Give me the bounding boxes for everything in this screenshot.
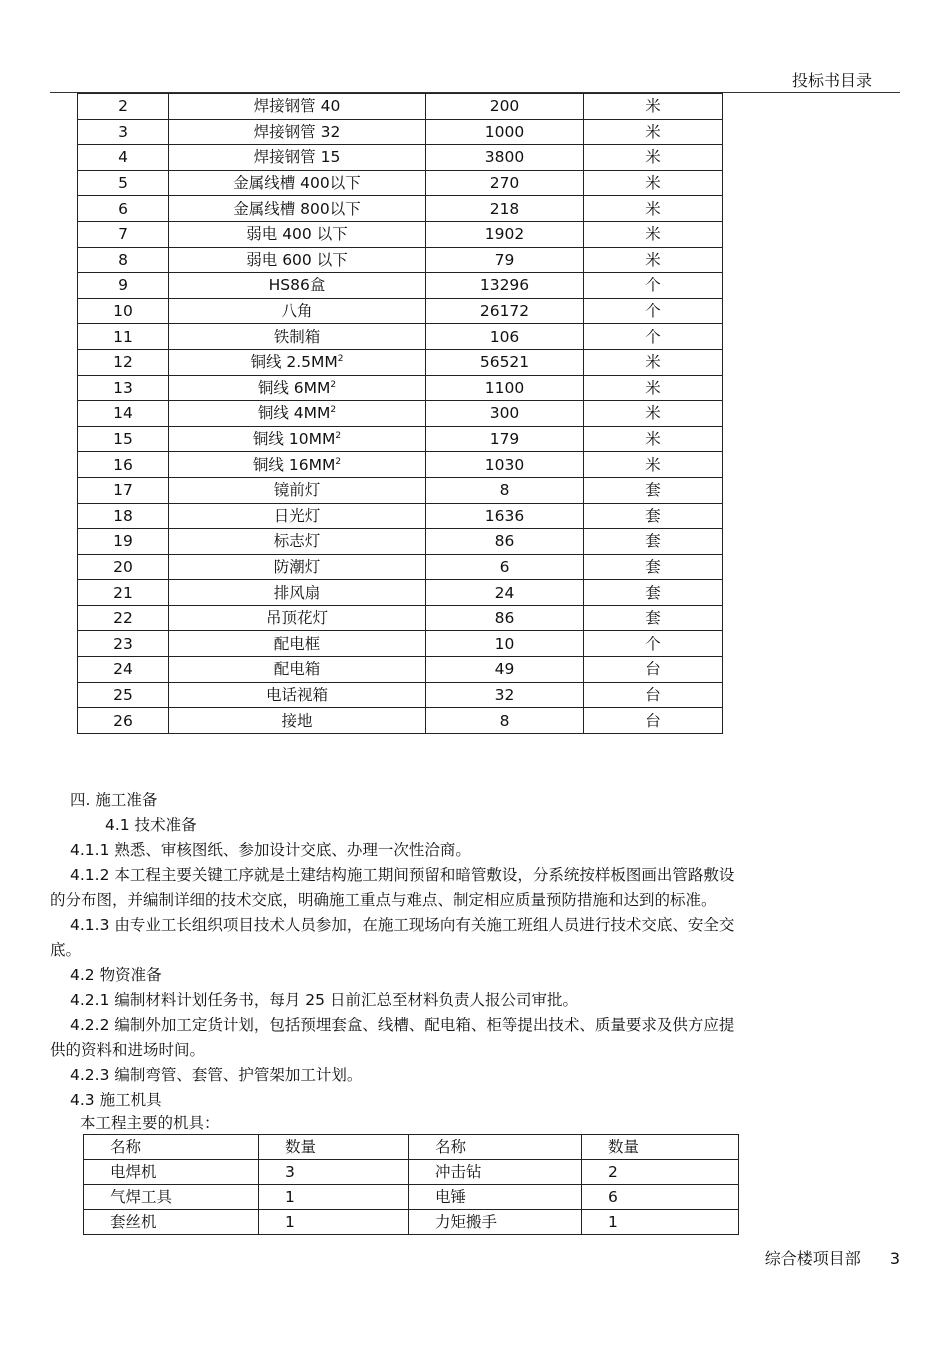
- table-row: [78, 145, 723, 171]
- superscript: 2: [330, 379, 337, 390]
- paragraph-4-1-2-line2: 的分布图，并编制详细的技术交底，明确施工重点与难点、制定相应质量预防措施和达到的标准。: [50, 891, 717, 909]
- row-number: 8: [118, 250, 128, 269]
- row-number: 26: [113, 711, 133, 730]
- unit: 套: [645, 532, 661, 551]
- row-number-cell: [78, 580, 169, 606]
- machine-name: 电锤: [409, 1185, 582, 1210]
- item-name: 标志灯: [273, 532, 321, 551]
- table-row: [78, 401, 723, 427]
- unit-cell: [584, 529, 723, 555]
- section-heading-4-2: 4.2 物资准备: [70, 966, 162, 984]
- quantity-cell: [426, 657, 584, 683]
- item-name-cell: [169, 145, 426, 171]
- table-row: [78, 273, 723, 299]
- quantity-cell: [426, 196, 584, 222]
- table-row: [78, 119, 723, 145]
- item-name: 防潮灯: [273, 557, 321, 576]
- table-row: [78, 247, 723, 273]
- row-number-cell: [78, 375, 169, 401]
- unit: 套: [645, 583, 661, 602]
- table-row: [78, 580, 723, 606]
- quantity: 270: [489, 174, 520, 193]
- unit-cell: [584, 324, 723, 350]
- unit-cell: [584, 554, 723, 580]
- table-row: [78, 196, 723, 222]
- paragraph-4-1-1: 4.1.1 熟悉、审核图纸、参加设计交底、办理一次性洽商。: [70, 841, 471, 859]
- quantity: 1100: [484, 378, 525, 397]
- item-name-cell: [169, 324, 426, 350]
- row-number: 16: [113, 455, 133, 474]
- item-name: 金属线槽 400以下: [233, 174, 361, 193]
- unit: 米: [645, 225, 661, 244]
- item-name-cell: [169, 349, 426, 375]
- paragraph-4-1-3-line1: 4.1.3 由专业工长组织项目技术人员参加，在施工现场向有关施工班组人员进行技术交底、安全交: [70, 916, 735, 934]
- quantity: 1030: [484, 455, 525, 474]
- quantity-cell: [426, 324, 584, 350]
- machine-count: 3: [259, 1160, 409, 1185]
- item-name: 铜线 6MM: [257, 378, 331, 397]
- quantity-cell: [426, 529, 584, 555]
- superscript: 2: [330, 405, 337, 416]
- unit: 米: [645, 353, 661, 372]
- item-name: 日光灯: [273, 506, 321, 525]
- section-heading-4: 四. 施工准备: [70, 791, 158, 809]
- quantity-cell: [426, 605, 584, 631]
- item-name: 弱电 600 以下: [246, 250, 348, 269]
- unit-cell: [584, 631, 723, 657]
- table-row: [78, 529, 723, 555]
- quantity-cell: [426, 247, 584, 273]
- unit: 套: [645, 506, 661, 525]
- unit: 米: [645, 148, 661, 167]
- quantity: 1636: [484, 506, 525, 525]
- machine-name: 电焊机: [84, 1160, 259, 1185]
- table-row: [78, 682, 723, 708]
- table-row: [78, 477, 723, 503]
- item-name-cell: [169, 503, 426, 529]
- table-row: [84, 1210, 739, 1235]
- quantity-cell: [426, 119, 584, 145]
- item-name-cell: [169, 273, 426, 299]
- unit: 米: [645, 199, 661, 218]
- unit-cell: [584, 119, 723, 145]
- machine-count: 1: [259, 1210, 409, 1235]
- row-number: 19: [113, 532, 133, 551]
- unit-cell: [584, 503, 723, 529]
- table-row: [78, 452, 723, 478]
- quantity: 218: [489, 199, 520, 218]
- machine-count: 1: [259, 1185, 409, 1210]
- item-name: HS86盒: [268, 276, 326, 295]
- row-number-cell: [78, 708, 169, 734]
- item-name-cell: [169, 119, 426, 145]
- row-number-cell: [78, 298, 169, 324]
- row-number-cell: [78, 170, 169, 196]
- row-number: 25: [113, 685, 133, 704]
- item-name: 铜线 16MM: [252, 455, 336, 474]
- unit: 套: [645, 609, 661, 628]
- unit: 台: [645, 660, 661, 679]
- quantity-cell: [426, 349, 584, 375]
- row-number-cell: [78, 196, 169, 222]
- item-name: 铜线 10MM: [252, 430, 336, 449]
- row-number-cell: [78, 145, 169, 171]
- table-row: [78, 298, 723, 324]
- unit: 米: [645, 430, 661, 449]
- quantity-cell: [426, 221, 584, 247]
- unit-cell: [584, 375, 723, 401]
- quantity: 8: [499, 481, 510, 500]
- quantity-cell: [426, 401, 584, 427]
- quantity: 6: [499, 557, 510, 576]
- table-row: [78, 708, 723, 734]
- unit: 米: [645, 97, 661, 116]
- paragraph-4-2-1: 4.2.1 编制材料计划任务书，每月 25 日前汇总至材料负责人报公司审批。: [70, 991, 578, 1009]
- unit: 台: [645, 685, 661, 704]
- quantity: 200: [489, 97, 520, 116]
- row-number: 10: [113, 302, 133, 321]
- unit-cell: [584, 298, 723, 324]
- unit: 米: [645, 404, 661, 423]
- quantity-cell: [426, 452, 584, 478]
- superscript: 2: [337, 354, 344, 365]
- item-name: 八角: [281, 302, 313, 321]
- unit-cell: [584, 94, 723, 120]
- quantity: 26172: [479, 302, 530, 321]
- quantity: 49: [494, 660, 515, 679]
- item-name: 金属线槽 800以下: [233, 199, 361, 218]
- row-number-cell: [78, 247, 169, 273]
- row-number: 3: [118, 122, 128, 141]
- paragraph-4-2-2-line1: 4.2.2 编制外加工定货计划，包括预埋套盒、线槽、配电箱、柜等提出技术、质量要求及供方应提: [70, 1016, 735, 1034]
- unit: 个: [645, 302, 661, 321]
- item-name: 吊顶花灯: [265, 609, 328, 628]
- row-number-cell: [78, 452, 169, 478]
- item-name-cell: [169, 298, 426, 324]
- section-heading-4-1: 4.1 技术准备: [105, 816, 197, 834]
- quantity-cell: [426, 298, 584, 324]
- item-name-cell: [169, 554, 426, 580]
- quantity-cell: [426, 375, 584, 401]
- item-name: 电话视箱: [265, 685, 328, 704]
- row-number: 2: [118, 97, 128, 116]
- item-name-cell: [169, 580, 426, 606]
- quantity-cell: [426, 708, 584, 734]
- quantity: 86: [494, 609, 515, 628]
- table-row: [84, 1160, 739, 1185]
- quantity-cell: [426, 554, 584, 580]
- quantity: 79: [494, 250, 515, 269]
- item-name-cell: [169, 708, 426, 734]
- item-name-cell: [169, 426, 426, 452]
- table-row: [78, 375, 723, 401]
- quantity: 179: [489, 430, 520, 449]
- row-number: 12: [113, 353, 133, 372]
- unit-cell: [584, 221, 723, 247]
- row-number: 24: [113, 660, 133, 679]
- quantity: 106: [489, 327, 520, 346]
- unit-cell: [584, 426, 723, 452]
- unit-cell: [584, 349, 723, 375]
- unit: 个: [645, 634, 661, 653]
- table-row: [78, 631, 723, 657]
- item-name-cell: [169, 529, 426, 555]
- row-number: 18: [113, 506, 133, 525]
- row-number-cell: [78, 349, 169, 375]
- page-number: 3: [889, 1249, 900, 1268]
- quantity-cell: [426, 145, 584, 171]
- table-row: [78, 349, 723, 375]
- quantity-cell: [426, 580, 584, 606]
- unit-cell: [584, 708, 723, 734]
- quantity-cell: [426, 631, 584, 657]
- item-name-cell: [169, 196, 426, 222]
- row-number-cell: [78, 477, 169, 503]
- item-name: 镜前灯: [273, 481, 321, 500]
- item-name: 焊接钢管 40: [253, 97, 341, 116]
- table-row: [78, 324, 723, 350]
- quantity-cell: [426, 503, 584, 529]
- table-row: [78, 94, 723, 120]
- unit-cell: [584, 145, 723, 171]
- quantity: 8: [499, 711, 510, 730]
- unit-cell: [584, 657, 723, 683]
- machine-name: 力矩搬手: [409, 1210, 582, 1235]
- item-name-cell: [169, 375, 426, 401]
- quantity-cell: [426, 170, 584, 196]
- quantity-cell: [426, 273, 584, 299]
- item-name-cell: [169, 401, 426, 427]
- paragraph-4-2-3: 4.2.3 编制弯管、套管、护管架加工计划。: [70, 1066, 363, 1084]
- item-name-cell: [169, 477, 426, 503]
- column-header: 名称: [84, 1135, 259, 1160]
- table-row: [78, 426, 723, 452]
- item-name-cell: [169, 682, 426, 708]
- item-name: 配电框: [273, 634, 321, 653]
- table-row: [84, 1185, 739, 1210]
- row-number-cell: [78, 554, 169, 580]
- unit: 米: [645, 122, 661, 141]
- superscript: 2: [335, 430, 342, 441]
- table-row: [78, 221, 723, 247]
- item-name: 排风扇: [273, 583, 321, 602]
- quantity-cell: [426, 426, 584, 452]
- table-row: [78, 554, 723, 580]
- quantity: 1902: [484, 225, 525, 244]
- unit-cell: [584, 170, 723, 196]
- row-number-cell: [78, 119, 169, 145]
- row-number: 17: [113, 481, 133, 500]
- row-number-cell: [78, 221, 169, 247]
- item-name: 铁制箱: [273, 327, 321, 346]
- row-number-cell: [78, 657, 169, 683]
- unit: 米: [645, 250, 661, 269]
- unit-cell: [584, 477, 723, 503]
- row-number-cell: [78, 529, 169, 555]
- paragraph-4-1-3-line2: 底。: [50, 941, 82, 959]
- unit-cell: [584, 401, 723, 427]
- quantity: 10: [494, 634, 515, 653]
- unit-cell: [584, 682, 723, 708]
- machine-name: 冲击钻: [409, 1160, 582, 1185]
- item-name-cell: [169, 657, 426, 683]
- row-number-cell: [78, 605, 169, 631]
- unit: 米: [645, 174, 661, 193]
- row-number-cell: [78, 426, 169, 452]
- table-row: [78, 605, 723, 631]
- item-name: 弱电 400 以下: [246, 225, 348, 244]
- quantity: 13296: [479, 276, 530, 295]
- footer: [765, 1246, 900, 1269]
- machine-count: 6: [582, 1185, 739, 1210]
- item-name-cell: [169, 605, 426, 631]
- paragraph-4-1-2-line1: 4.1.2 本工程主要关键工序就是土建结构施工期间预留和暗管敷设，分系统按样板图画出管路敷设: [70, 866, 735, 884]
- item-name-cell: [169, 94, 426, 120]
- item-name-cell: [169, 631, 426, 657]
- unit-cell: [584, 452, 723, 478]
- item-name-cell: [169, 452, 426, 478]
- unit-cell: [584, 605, 723, 631]
- unit: 套: [645, 557, 661, 576]
- column-header: 名称: [409, 1135, 582, 1160]
- item-name: 铜线 4MM: [257, 404, 331, 423]
- row-number-cell: [78, 273, 169, 299]
- unit-cell: [584, 247, 723, 273]
- row-number: 13: [113, 378, 133, 397]
- machine-name: 套丝机: [84, 1210, 259, 1235]
- machine-count: 1: [582, 1210, 739, 1235]
- row-number: 6: [118, 199, 128, 218]
- unit: 个: [645, 327, 661, 346]
- machines-table: [83, 1134, 739, 1235]
- item-name-cell: [169, 170, 426, 196]
- row-number: 21: [113, 583, 133, 602]
- item-name: 铜线 2.5MM: [250, 353, 338, 372]
- row-number-cell: [78, 503, 169, 529]
- table-header-row: [84, 1135, 739, 1160]
- table-row: [78, 503, 723, 529]
- row-number: 4: [118, 148, 128, 167]
- row-number: 23: [113, 634, 133, 653]
- unit: 台: [645, 711, 661, 730]
- table-row: [78, 170, 723, 196]
- quantity: 300: [489, 404, 520, 423]
- column-header: 数量: [259, 1135, 409, 1160]
- materials-table: [77, 93, 723, 734]
- row-number: 20: [113, 557, 133, 576]
- section-heading-4-3: 4.3 施工机具: [70, 1091, 162, 1109]
- item-name: 接地: [281, 711, 313, 730]
- paragraph-4-2-2-line2: 供的资料和进场时间。: [50, 1041, 206, 1059]
- machines-intro: 本工程主要的机具：: [80, 1114, 220, 1132]
- machine-name: 气焊工具: [84, 1185, 259, 1210]
- quantity: 56521: [479, 353, 530, 372]
- row-number: 11: [113, 327, 133, 346]
- row-number: 5: [118, 174, 128, 193]
- item-name: 焊接钢管 32: [253, 122, 341, 141]
- item-name: 焊接钢管 15: [253, 148, 341, 167]
- row-number: 7: [118, 225, 128, 244]
- unit-cell: [584, 196, 723, 222]
- quantity: 24: [494, 583, 515, 602]
- row-number: 15: [113, 430, 133, 449]
- row-number-cell: [78, 94, 169, 120]
- quantity-cell: [426, 682, 584, 708]
- quantity: 86: [494, 532, 515, 551]
- row-number: 22: [113, 609, 133, 628]
- item-name: 配电箱: [273, 660, 321, 679]
- quantity: 32: [494, 685, 515, 704]
- row-number: 14: [113, 404, 133, 423]
- header-title: 投标书目录: [791, 71, 872, 90]
- unit: 米: [645, 455, 661, 474]
- unit-cell: [584, 580, 723, 606]
- unit: 米: [645, 378, 661, 397]
- superscript: 2: [335, 456, 342, 467]
- row-number-cell: [78, 324, 169, 350]
- quantity-cell: [426, 94, 584, 120]
- column-header: 数量: [582, 1135, 739, 1160]
- table-row: [78, 657, 723, 683]
- row-number-cell: [78, 401, 169, 427]
- unit: 套: [645, 481, 661, 500]
- item-name-cell: [169, 247, 426, 273]
- quantity: 3800: [484, 148, 525, 167]
- quantity: 1000: [484, 122, 525, 141]
- item-name-cell: [169, 221, 426, 247]
- quantity-cell: [426, 477, 584, 503]
- row-number-cell: [78, 631, 169, 657]
- row-number: 9: [118, 276, 128, 295]
- row-number-cell: [78, 682, 169, 708]
- machine-count: 2: [582, 1160, 739, 1185]
- unit: 个: [645, 276, 661, 295]
- footer-project: 综合楼项目部: [764, 1249, 861, 1268]
- unit-cell: [584, 273, 723, 299]
